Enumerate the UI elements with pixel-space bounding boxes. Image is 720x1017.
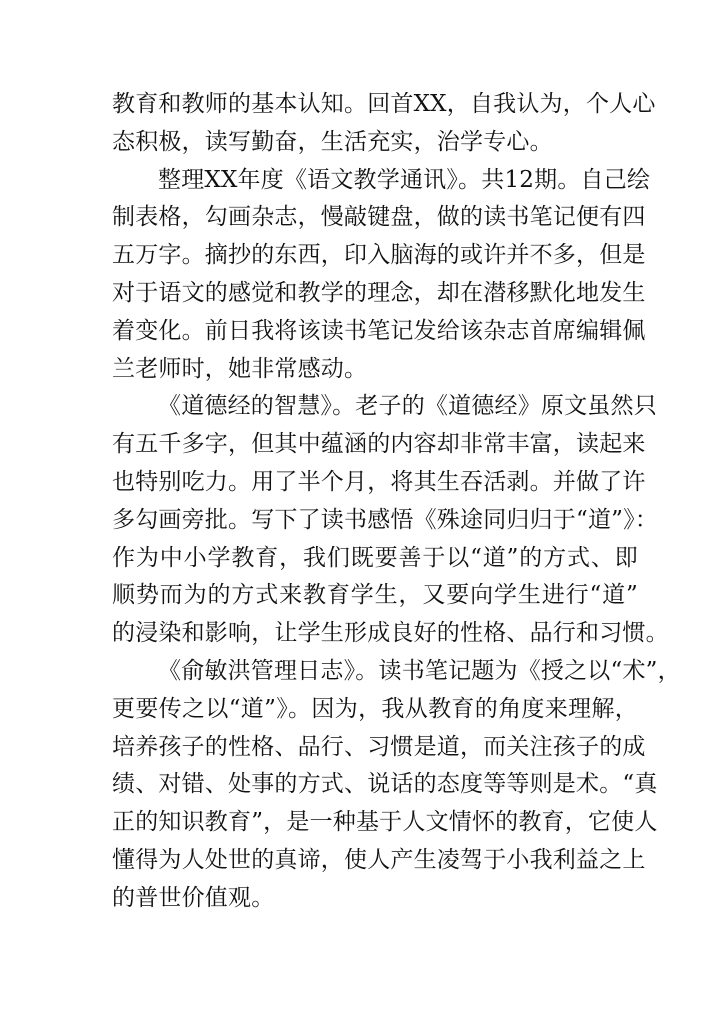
text-line: 培养孩子的性格、品行、习惯是道，而关注孩子的成 [112,733,646,760]
text-line: 正的知识教育”，是一种基于人文情怀的教育，它使人 [112,809,658,836]
text-line: 多勾画旁批。写下了读书感悟《殊途同归归于“道”》： [112,506,659,533]
document-page [112,86,681,918]
text-line: 顺势而为的方式来教育学生，又要向学生进行“道” [112,582,638,609]
text-line: 着变化。前日我将该读书笔记发给该杂志首席编辑佩 [112,317,646,344]
text-line: 对于语文的感觉和教学的理念，却在潜移默化地发生 [112,279,646,306]
text-line: 态积极，读写勤奋，生活充实，治学专心。 [112,128,553,155]
text-line: 绩、对错、处事的方式、说话的态度等等则是术。“真 [112,771,658,798]
text-line: 有五千多字，但其中蕴涵的内容却非常丰富，读起来 [112,431,646,458]
text-line: 教育和教师的基本认知。回首XX，自我认为，个人心 [112,91,656,117]
text-line: 五万字。摘抄的东西，印入脑海的或许并不多，但是 [112,242,646,269]
paragraph-intro-tail [112,86,656,162]
text-line: 更要传之以“道”》。因为，我从教育的角度来理解， [112,695,638,722]
text-line: 兰老师时，她非常感动。 [112,355,368,382]
text-line: 的普世价值观。 [112,884,275,911]
text-line: 《道德经的智慧》。老子的《道德经》原文虽然只 [158,393,657,420]
text-line: 制表格，勾画杂志，慢敲键盘，做的读书笔记便有四 [112,204,646,231]
paragraph-yuminhong-rizhi [112,653,681,918]
paragraph-yuwen-jiaoxue-tongxun [112,162,651,389]
text-line: 《俞敏洪管理日志》。读书笔记题为《授之以“术”， [158,657,681,684]
text-line: 也特别吃力。用了半个月，将其生吞活剥。并做了许 [112,468,646,495]
text-line: 的浸染和影响，让学生形成良好的性格、品行和习惯。 [112,620,669,647]
text-line: 懂得为人处世的真谛，使人产生凌驾于小我利益之上 [112,846,646,873]
text-line: 整理XX年度《语文教学通讯》。共12期。自己绘 [158,166,651,193]
text-line: 作为中小学教育，我们既要善于以“道”的方式、即 [112,544,638,571]
paragraph-daodejing [112,388,669,653]
